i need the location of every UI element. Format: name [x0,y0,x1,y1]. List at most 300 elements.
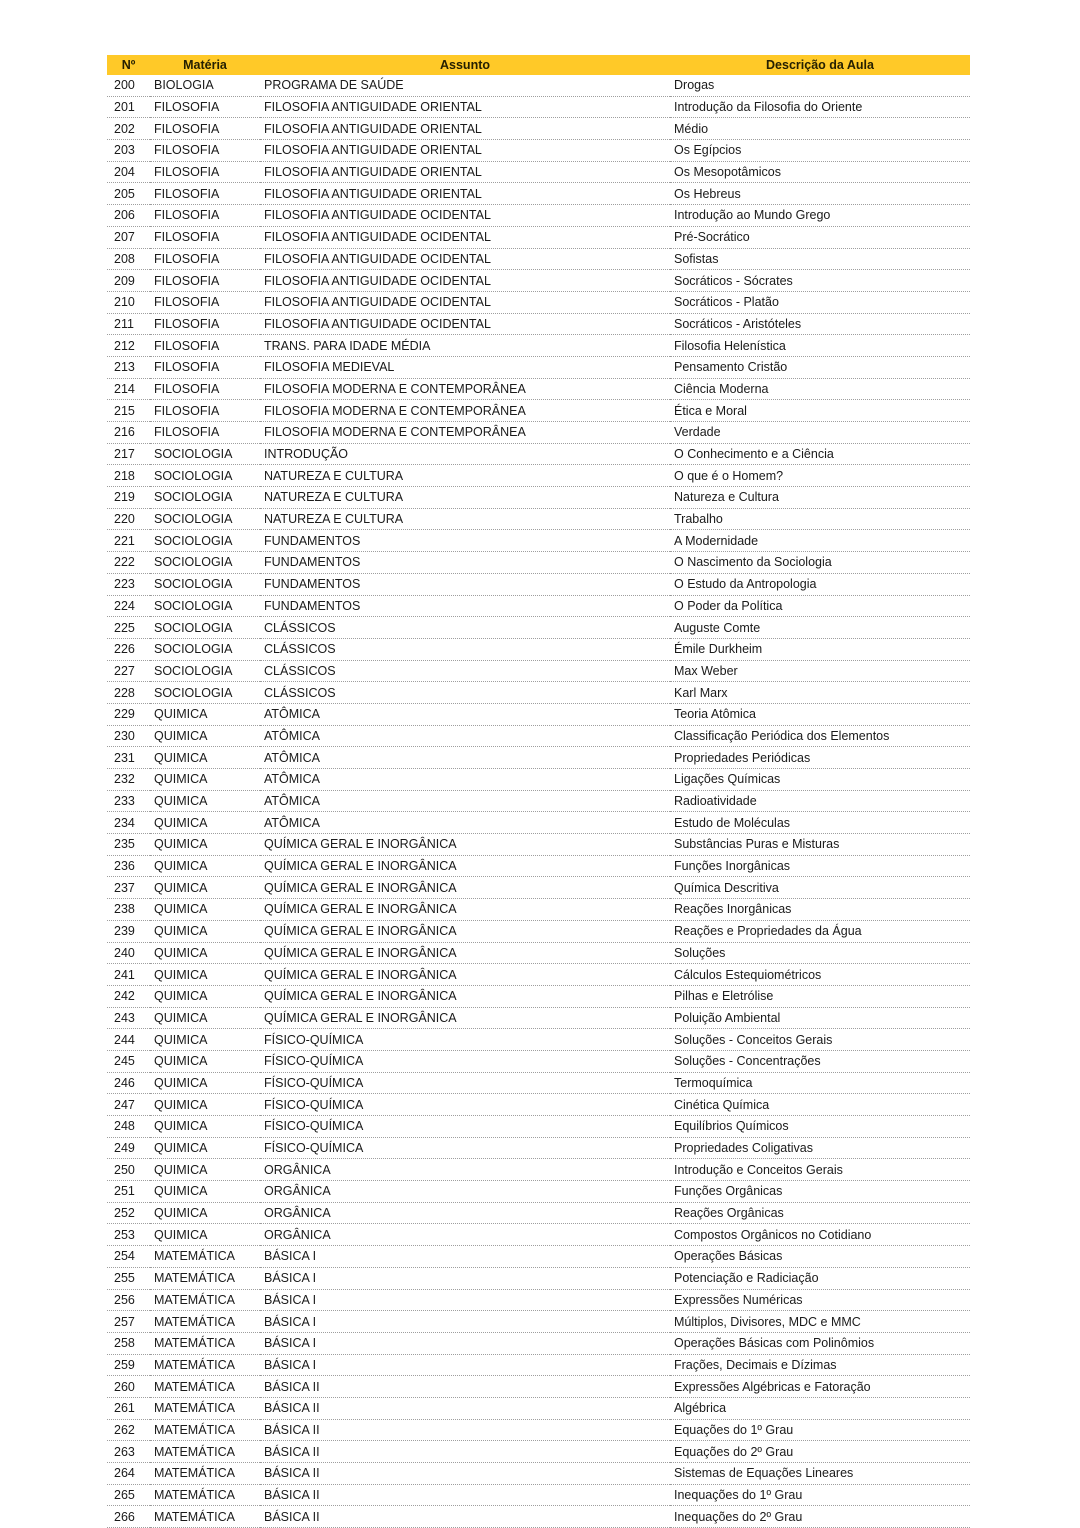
table-row [107,96,970,118]
cell-numero: 257 [107,1311,150,1333]
table-row [107,877,970,899]
cell-materia: FILOSOFIA [150,422,260,444]
cell-numero: 217 [107,443,150,465]
cell-numero: 253 [107,1224,150,1246]
cell-materia: QUIMICA [150,1094,260,1116]
cell-materia: QUIMICA [150,899,260,921]
cell-materia: SOCIOLOGIA [150,638,260,660]
cell-assunto: BÁSICA I [260,1332,670,1354]
cell-materia: QUIMICA [150,1224,260,1246]
cell-numero: 230 [107,725,150,747]
table-row [107,1159,970,1181]
cell-assunto: QUÍMICA GERAL E INORGÂNICA [260,899,670,921]
cell-numero: 202 [107,118,150,140]
cell-descricao: Funções Inorgânicas [670,855,970,877]
cell-descricao: Algébrica [670,1397,970,1419]
cell-numero: 255 [107,1267,150,1289]
cell-assunto: QUÍMICA GERAL E INORGÂNICA [260,877,670,899]
cell-materia: FILOSOFIA [150,140,260,162]
cell-descricao: Cinética Química [670,1094,970,1116]
cell-descricao: Socráticos - Aristóteles [670,313,970,335]
cell-materia: MATEMÁTICA [150,1246,260,1268]
cell-numero: 223 [107,573,150,595]
cell-assunto: PROGRAMA DE SAÚDE [260,75,670,96]
cell-numero: 266 [107,1506,150,1528]
cell-numero: 219 [107,487,150,509]
cell-materia: FILOSOFIA [150,291,260,313]
cell-descricao: Múltiplos, Divisores, MDC e MMC [670,1311,970,1333]
cell-numero: 248 [107,1116,150,1138]
table-row [107,118,970,140]
cell-numero: 224 [107,595,150,617]
table-row [107,356,970,378]
cell-numero: 247 [107,1094,150,1116]
table-row [107,443,970,465]
cell-descricao: Filosofia Helenística [670,335,970,357]
table-row [107,1463,970,1485]
cell-descricao: Operações Básicas [670,1246,970,1268]
cell-descricao: Reações Orgânicas [670,1202,970,1224]
cell-materia: FILOSOFIA [150,248,260,270]
cell-numero: 203 [107,140,150,162]
cell-materia: MATEMÁTICA [150,1419,260,1441]
cell-descricao: Compostos Orgânicos no Cotidiano [670,1224,970,1246]
table-row [107,270,970,292]
cell-descricao: Expressões Algébricas e Fatoração [670,1376,970,1398]
cell-descricao: O Nascimento da Sociologia [670,552,970,574]
cell-numero: 209 [107,270,150,292]
cell-assunto: BÁSICA II [260,1506,670,1528]
cell-assunto: BÁSICA I [260,1311,670,1333]
cell-numero: 233 [107,790,150,812]
cell-materia: FILOSOFIA [150,335,260,357]
cell-numero: 220 [107,508,150,530]
cell-materia: QUIMICA [150,1072,260,1094]
cell-numero: 241 [107,964,150,986]
table-row [107,1246,970,1268]
table-row [107,508,970,530]
cell-assunto: ATÔMICA [260,812,670,834]
table-row [107,1116,970,1138]
cell-materia: FILOSOFIA [150,226,260,248]
table-row [107,1202,970,1224]
cell-assunto: CLÁSSICOS [260,682,670,704]
cell-descricao: Termoquímica [670,1072,970,1094]
table-row [107,1029,970,1051]
cell-materia: QUIMICA [150,855,260,877]
cell-descricao: Trabalho [670,508,970,530]
cell-numero: 259 [107,1354,150,1376]
table-header [107,55,970,75]
table-row [107,1094,970,1116]
cell-materia: QUIMICA [150,1159,260,1181]
cell-materia: QUIMICA [150,1137,260,1159]
cell-numero: 213 [107,356,150,378]
cell-assunto: FÍSICO-QUÍMICA [260,1050,670,1072]
table-row [107,1224,970,1246]
cell-assunto: NATUREZA E CULTURA [260,508,670,530]
cell-assunto: BÁSICA II [260,1419,670,1441]
cell-assunto: NATUREZA E CULTURA [260,465,670,487]
cell-materia: FILOSOFIA [150,270,260,292]
cell-materia: MATEMÁTICA [150,1506,260,1528]
table-row [107,183,970,205]
cell-descricao: Radioatividade [670,790,970,812]
table-row [107,1376,970,1398]
table-row [107,573,970,595]
cell-assunto: ATÔMICA [260,790,670,812]
table-row [107,769,970,791]
table-row [107,725,970,747]
cell-materia: SOCIOLOGIA [150,573,260,595]
cell-materia: MATEMÁTICA [150,1397,260,1419]
cell-materia: MATEMÁTICA [150,1311,260,1333]
cell-descricao: Propriedades Periódicas [670,747,970,769]
cell-descricao: Ética e Moral [670,400,970,422]
cell-descricao: Operações Básicas com Polinômios [670,1332,970,1354]
cell-assunto: FUNDAMENTOS [260,552,670,574]
cell-assunto: FILOSOFIA MODERNA E CONTEMPORÂNEA [260,400,670,422]
table-row [107,1072,970,1094]
table-row [107,790,970,812]
cell-numero: 240 [107,942,150,964]
cell-assunto: ORGÂNICA [260,1181,670,1203]
table-row [107,617,970,639]
cell-assunto: BÁSICA II [260,1376,670,1398]
cell-descricao: A Modernidade [670,530,970,552]
cell-materia: QUIMICA [150,877,260,899]
cell-descricao: Auguste Comte [670,617,970,639]
cell-assunto: NATUREZA E CULTURA [260,487,670,509]
cell-materia: QUIMICA [150,1116,260,1138]
table-row [107,682,970,704]
cell-numero: 218 [107,465,150,487]
cell-numero: 232 [107,769,150,791]
cell-materia: QUIMICA [150,942,260,964]
cell-materia: QUIMICA [150,985,260,1007]
cell-assunto: FILOSOFIA ANTIGUIDADE ORIENTAL [260,140,670,162]
table-row [107,140,970,162]
table-row [107,161,970,183]
cell-assunto: FILOSOFIA ANTIGUIDADE OCIDENTAL [260,313,670,335]
table-row [107,595,970,617]
cell-descricao: Os Mesopotâmicos [670,161,970,183]
cell-descricao: Frações, Decimais e Dízimas [670,1354,970,1376]
cell-materia: QUIMICA [150,703,260,725]
cell-numero: 261 [107,1397,150,1419]
header-row [107,55,970,75]
cell-assunto: QUÍMICA GERAL E INORGÂNICA [260,834,670,856]
table-row [107,834,970,856]
table-row [107,1354,970,1376]
cell-numero: 260 [107,1376,150,1398]
cell-numero: 234 [107,812,150,834]
table-row [107,313,970,335]
table-row [107,1332,970,1354]
cell-numero: 244 [107,1029,150,1051]
cell-assunto: ATÔMICA [260,769,670,791]
cell-descricao: Ciência Moderna [670,378,970,400]
cell-materia: SOCIOLOGIA [150,617,260,639]
cell-numero: 231 [107,747,150,769]
cell-numero: 235 [107,834,150,856]
cell-descricao: Médio [670,118,970,140]
cell-assunto: BÁSICA II [260,1484,670,1506]
cell-numero: 208 [107,248,150,270]
cell-numero: 250 [107,1159,150,1181]
cell-descricao: Socráticos - Platão [670,291,970,313]
table-body [107,75,970,1528]
cell-numero: 251 [107,1181,150,1203]
cell-descricao: Estudo de Moléculas [670,812,970,834]
cell-materia: FILOSOFIA [150,161,260,183]
cell-numero: 200 [107,75,150,96]
cell-assunto: BÁSICA I [260,1246,670,1268]
cell-assunto: FUNDAMENTOS [260,573,670,595]
cell-descricao: O que é o Homem? [670,465,970,487]
table-row [107,920,970,942]
cell-assunto: FÍSICO-QUÍMICA [260,1029,670,1051]
cell-materia: MATEMÁTICA [150,1289,260,1311]
table-row [107,812,970,834]
cell-materia: MATEMÁTICA [150,1463,260,1485]
table-row [107,985,970,1007]
cell-descricao: Química Descritiva [670,877,970,899]
cell-numero: 215 [107,400,150,422]
cell-materia: SOCIOLOGIA [150,443,260,465]
cell-assunto: FUNDAMENTOS [260,530,670,552]
cell-descricao: Karl Marx [670,682,970,704]
table-row [107,1289,970,1311]
cell-descricao: O Conhecimento e a Ciência [670,443,970,465]
cell-descricao: Equações do 1º Grau [670,1419,970,1441]
table-row [107,400,970,422]
cell-assunto: FILOSOFIA MEDIEVAL [260,356,670,378]
cell-materia: MATEMÁTICA [150,1354,260,1376]
cell-assunto: QUÍMICA GERAL E INORGÂNICA [260,964,670,986]
cell-assunto: FILOSOFIA MODERNA E CONTEMPORÂNEA [260,422,670,444]
header-numero: Nº [107,55,150,75]
cell-materia: QUIMICA [150,834,260,856]
cell-numero: 205 [107,183,150,205]
cell-descricao: Natureza e Cultura [670,487,970,509]
cell-assunto: CLÁSSICOS [260,617,670,639]
cell-numero: 204 [107,161,150,183]
table-row [107,75,970,96]
cell-assunto: QUÍMICA GERAL E INORGÂNICA [260,942,670,964]
cell-descricao: Sistemas de Equações Lineares [670,1463,970,1485]
cell-materia: BIOLOGIA [150,75,260,96]
cell-descricao: Potenciação e Radiciação [670,1267,970,1289]
cell-assunto: BÁSICA II [260,1441,670,1463]
cell-assunto: FILOSOFIA ANTIGUIDADE OCIDENTAL [260,270,670,292]
table-row [107,487,970,509]
cell-assunto: FILOSOFIA ANTIGUIDADE ORIENTAL [260,118,670,140]
cell-descricao: Soluções - Concentrações [670,1050,970,1072]
cell-assunto: FÍSICO-QUÍMICA [260,1116,670,1138]
cell-numero: 206 [107,205,150,227]
table-row [107,205,970,227]
cell-materia: QUIMICA [150,769,260,791]
cell-descricao: Inequações do 2º Grau [670,1506,970,1528]
table-row [107,1506,970,1528]
cell-numero: 238 [107,899,150,921]
cell-assunto: FILOSOFIA ANTIGUIDADE OCIDENTAL [260,205,670,227]
cell-numero: 242 [107,985,150,1007]
cell-numero: 226 [107,638,150,660]
cell-assunto: FILOSOFIA ANTIGUIDADE ORIENTAL [260,183,670,205]
cell-materia: FILOSOFIA [150,400,260,422]
cell-assunto: CLÁSSICOS [260,638,670,660]
table-row [107,1397,970,1419]
cell-descricao: Equilíbrios Químicos [670,1116,970,1138]
cell-descricao: Introdução da Filosofia do Oriente [670,96,970,118]
cell-descricao: Propriedades Coligativas [670,1137,970,1159]
cell-descricao: Classificação Periódica dos Elementos [670,725,970,747]
cell-descricao: Teoria Atômica [670,703,970,725]
cell-numero: 212 [107,335,150,357]
cell-descricao: Pré-Socrático [670,226,970,248]
cell-numero: 211 [107,313,150,335]
cell-numero: 236 [107,855,150,877]
cell-numero: 262 [107,1419,150,1441]
cell-materia: QUIMICA [150,964,260,986]
cell-assunto: ORGÂNICA [260,1202,670,1224]
cell-assunto: FILOSOFIA ANTIGUIDADE OCIDENTAL [260,248,670,270]
cell-assunto: QUÍMICA GERAL E INORGÂNICA [260,920,670,942]
cell-materia: SOCIOLOGIA [150,530,260,552]
cell-assunto: FILOSOFIA ANTIGUIDADE OCIDENTAL [260,226,670,248]
table-row [107,703,970,725]
cell-assunto: FUNDAMENTOS [260,595,670,617]
cell-assunto: BÁSICA II [260,1463,670,1485]
table-row [107,1441,970,1463]
cell-assunto: BÁSICA I [260,1267,670,1289]
cell-materia: FILOSOFIA [150,183,260,205]
header-materia: Matéria [150,55,260,75]
cell-materia: SOCIOLOGIA [150,552,260,574]
table-row [107,1181,970,1203]
cell-assunto: ATÔMICA [260,703,670,725]
cell-numero: 214 [107,378,150,400]
cell-numero: 243 [107,1007,150,1029]
table-row [107,378,970,400]
cell-descricao: Inequações do 1º Grau [670,1484,970,1506]
cell-numero: 263 [107,1441,150,1463]
cell-descricao: Expressões Numéricas [670,1289,970,1311]
cell-assunto: FÍSICO-QUÍMICA [260,1094,670,1116]
table-row [107,1484,970,1506]
cell-descricao: Socráticos - Sócrates [670,270,970,292]
cell-assunto: FÍSICO-QUÍMICA [260,1072,670,1094]
cell-descricao: Max Weber [670,660,970,682]
cell-materia: SOCIOLOGIA [150,660,260,682]
cell-numero: 237 [107,877,150,899]
cell-descricao: Os Egípcios [670,140,970,162]
cell-assunto: FILOSOFIA MODERNA E CONTEMPORÂNEA [260,378,670,400]
cell-materia: QUIMICA [150,1181,260,1203]
cell-descricao: Os Hebreus [670,183,970,205]
cell-descricao: Introdução ao Mundo Grego [670,205,970,227]
cell-assunto: INTRODUÇÃO [260,443,670,465]
cell-assunto: ORGÂNICA [260,1159,670,1181]
cell-descricao: Émile Durkheim [670,638,970,660]
cell-assunto: ORGÂNICA [260,1224,670,1246]
cell-numero: 221 [107,530,150,552]
cell-numero: 225 [107,617,150,639]
table-row [107,942,970,964]
cell-materia: MATEMÁTICA [150,1332,260,1354]
cell-materia: FILOSOFIA [150,356,260,378]
table-row [107,530,970,552]
cell-materia: MATEMÁTICA [150,1484,260,1506]
cell-descricao: Soluções [670,942,970,964]
cell-materia: QUIMICA [150,1029,260,1051]
cell-descricao: Poluição Ambiental [670,1007,970,1029]
table-row [107,660,970,682]
cell-descricao: Substâncias Puras e Misturas [670,834,970,856]
cell-assunto: TRANS. PARA IDADE MÉDIA [260,335,670,357]
cell-numero: 265 [107,1484,150,1506]
cell-numero: 227 [107,660,150,682]
cell-descricao: Ligações Químicas [670,769,970,791]
cell-assunto: BÁSICA II [260,1397,670,1419]
table-row [107,638,970,660]
table-row [107,226,970,248]
cell-assunto: CLÁSSICOS [260,660,670,682]
table-row [107,747,970,769]
cell-numero: 239 [107,920,150,942]
cell-assunto: FILOSOFIA ANTIGUIDADE OCIDENTAL [260,291,670,313]
table-row [107,335,970,357]
cell-materia: SOCIOLOGIA [150,508,260,530]
table-row [107,855,970,877]
cell-materia: QUIMICA [150,812,260,834]
cell-numero: 254 [107,1246,150,1268]
cell-descricao: Equações do 2º Grau [670,1441,970,1463]
cell-descricao: Funções Orgânicas [670,1181,970,1203]
cell-materia: FILOSOFIA [150,205,260,227]
cell-descricao: Pensamento Cristão [670,356,970,378]
cell-numero: 228 [107,682,150,704]
lessons-table-container [107,55,970,1528]
cell-materia: QUIMICA [150,1202,260,1224]
cell-descricao: Pilhas e Eletrólise [670,985,970,1007]
cell-descricao: O Estudo da Antropologia [670,573,970,595]
cell-numero: 249 [107,1137,150,1159]
table-row [107,1267,970,1289]
header-descricao: Descrição da Aula [670,55,970,75]
cell-numero: 252 [107,1202,150,1224]
table-row [107,899,970,921]
table-row [107,1137,970,1159]
cell-numero: 264 [107,1463,150,1485]
cell-materia: QUIMICA [150,1050,260,1072]
table-row [107,422,970,444]
cell-materia: MATEMÁTICA [150,1441,260,1463]
cell-numero: 222 [107,552,150,574]
cell-assunto: QUÍMICA GERAL E INORGÂNICA [260,855,670,877]
cell-materia: QUIMICA [150,1007,260,1029]
cell-numero: 246 [107,1072,150,1094]
cell-descricao: Reações Inorgânicas [670,899,970,921]
table-row [107,1007,970,1029]
cell-numero: 201 [107,96,150,118]
table-row [107,291,970,313]
cell-assunto: BÁSICA I [260,1289,670,1311]
cell-materia: MATEMÁTICA [150,1267,260,1289]
cell-assunto: BÁSICA I [260,1354,670,1376]
